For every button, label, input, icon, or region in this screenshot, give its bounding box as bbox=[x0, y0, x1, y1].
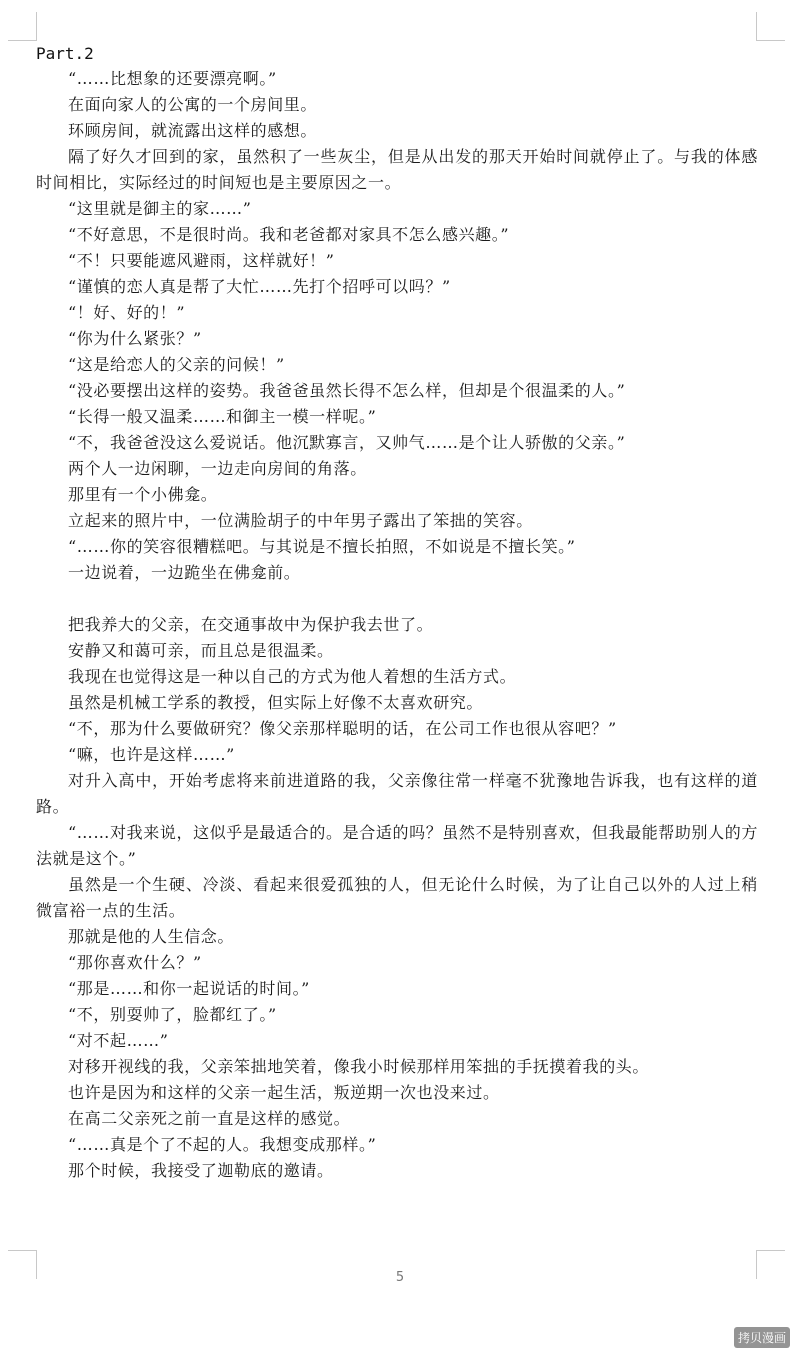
paragraph: “……真是个了不起的人。我想变成那样。” bbox=[68, 1135, 377, 1154]
paragraph: “那是……和你一起说话的时间。” bbox=[68, 979, 310, 998]
paragraph: “谨慎的恋人真是帮了大忙……先打个招呼可以吗？” bbox=[68, 277, 451, 296]
paragraph: 对移开视线的我，父亲笨拙地笑着，像我小时候那样用笨拙的手抚摸着我的头。 bbox=[68, 1057, 650, 1076]
paragraph: “嘛，也许是这样……” bbox=[68, 745, 235, 764]
paragraph: “不，那为什么要做研究？像父亲那样聪明的话，在公司工作也很从容吧？” bbox=[68, 719, 617, 738]
paragraph: 虽然是一个生硬、冷淡、看起来很爱孤独的人，但无论什么时候，为了让自己以外的人过上稍微富裕一点的生活。 bbox=[36, 875, 758, 920]
blank-line bbox=[36, 586, 758, 612]
paragraph: 两个人一边闲聊，一边走向房间的角落。 bbox=[68, 459, 367, 478]
paragraph: 隔了好久才回到的家，虽然积了一些灰尘，但是从出发的那天开始时间就停止了。与我的体感时间相比，实际经过的时间短也是主要原因之一。 bbox=[36, 147, 758, 192]
paragraph: “这是给恋人的父亲的问候！” bbox=[68, 355, 285, 374]
crop-mark-top-right bbox=[756, 12, 785, 41]
paragraph: 在高二父亲死之前一直是这样的感觉。 bbox=[68, 1109, 351, 1128]
paragraph: “你为什么紧张？” bbox=[68, 329, 202, 348]
paragraph: 我现在也觉得这是一种以自己的方式为他人着想的生活方式。 bbox=[68, 667, 517, 686]
paragraph: 在面向家人的公寓的一个房间里。 bbox=[68, 95, 318, 114]
paragraph: 把我养大的父亲，在交通事故中为保护我去世了。 bbox=[68, 615, 434, 634]
document-body bbox=[36, 42, 758, 1184]
paragraph: 也许是因为和这样的父亲一起生活，叛逆期一次也没来过。 bbox=[68, 1083, 500, 1102]
paragraph: “！好、好的！” bbox=[68, 303, 186, 322]
paragraph: 环顾房间，就流露出这样的感想。 bbox=[68, 121, 318, 140]
paragraph: 虽然是机械工学系的教授，但实际上好像不太喜欢研究。 bbox=[68, 693, 484, 712]
paragraph: “不，别耍帅了，脸都红了。” bbox=[68, 1005, 277, 1024]
page-number: 5 bbox=[395, 1270, 405, 1285]
part-title: Part.2 bbox=[36, 44, 94, 63]
paragraph: “没必要摆出这样的姿势。我爸爸虽然长得不怎么样，但却是个很温柔的人。” bbox=[68, 381, 626, 400]
paragraph: “那你喜欢什么？” bbox=[68, 953, 202, 972]
paragraph: 对升入高中，开始考虑将来前进道路的我，父亲像往常一样毫不犹豫地告诉我，也有这样的道路。 bbox=[36, 771, 758, 816]
paragraph: “这里就是御主的家……” bbox=[68, 199, 252, 218]
paragraph: “对不起……” bbox=[68, 1031, 169, 1050]
paragraph: 那里有一个小佛龛。 bbox=[68, 485, 218, 504]
paragraph: “不好意思，不是很时尚。我和老爸都对家具不怎么感兴趣。” bbox=[68, 225, 510, 244]
watermark-logo: 拷贝漫画 bbox=[734, 1327, 790, 1348]
paragraph-list bbox=[36, 66, 758, 1184]
paragraph: 一边说着，一边跪坐在佛龛前。 bbox=[68, 563, 301, 582]
paragraph: “……对我来说，这似乎是最适合的。是合适的吗？虽然不是特别喜欢，但我最能帮助别人的方法就是这个。” bbox=[36, 823, 758, 868]
paragraph: 那就是他的人生信念。 bbox=[68, 927, 235, 946]
paragraph: “长得一般又温柔……和御主一模一样呢。” bbox=[68, 407, 377, 426]
paragraph: “……你的笑容很糟糕吧。与其说是不擅长拍照，不如说是不擅长笑。” bbox=[68, 537, 576, 556]
paragraph: “不！只要能遮风避雨，这样就好！” bbox=[68, 251, 335, 270]
paragraph: “……比想象的还要漂亮啊。” bbox=[68, 69, 277, 88]
paragraph: 那个时候，我接受了迦勒底的邀请。 bbox=[68, 1161, 334, 1180]
paragraph: 立起来的照片中，一位满脸胡子的中年男子露出了笨拙的笑容。 bbox=[68, 511, 533, 530]
paragraph: 安静又和蔼可亲，而且总是很温柔。 bbox=[68, 641, 334, 660]
paragraph: “不，我爸爸没这么爱说话。他沉默寡言，又帅气……是个让人骄傲的父亲。” bbox=[68, 433, 626, 452]
crop-mark-top-left bbox=[8, 12, 37, 41]
